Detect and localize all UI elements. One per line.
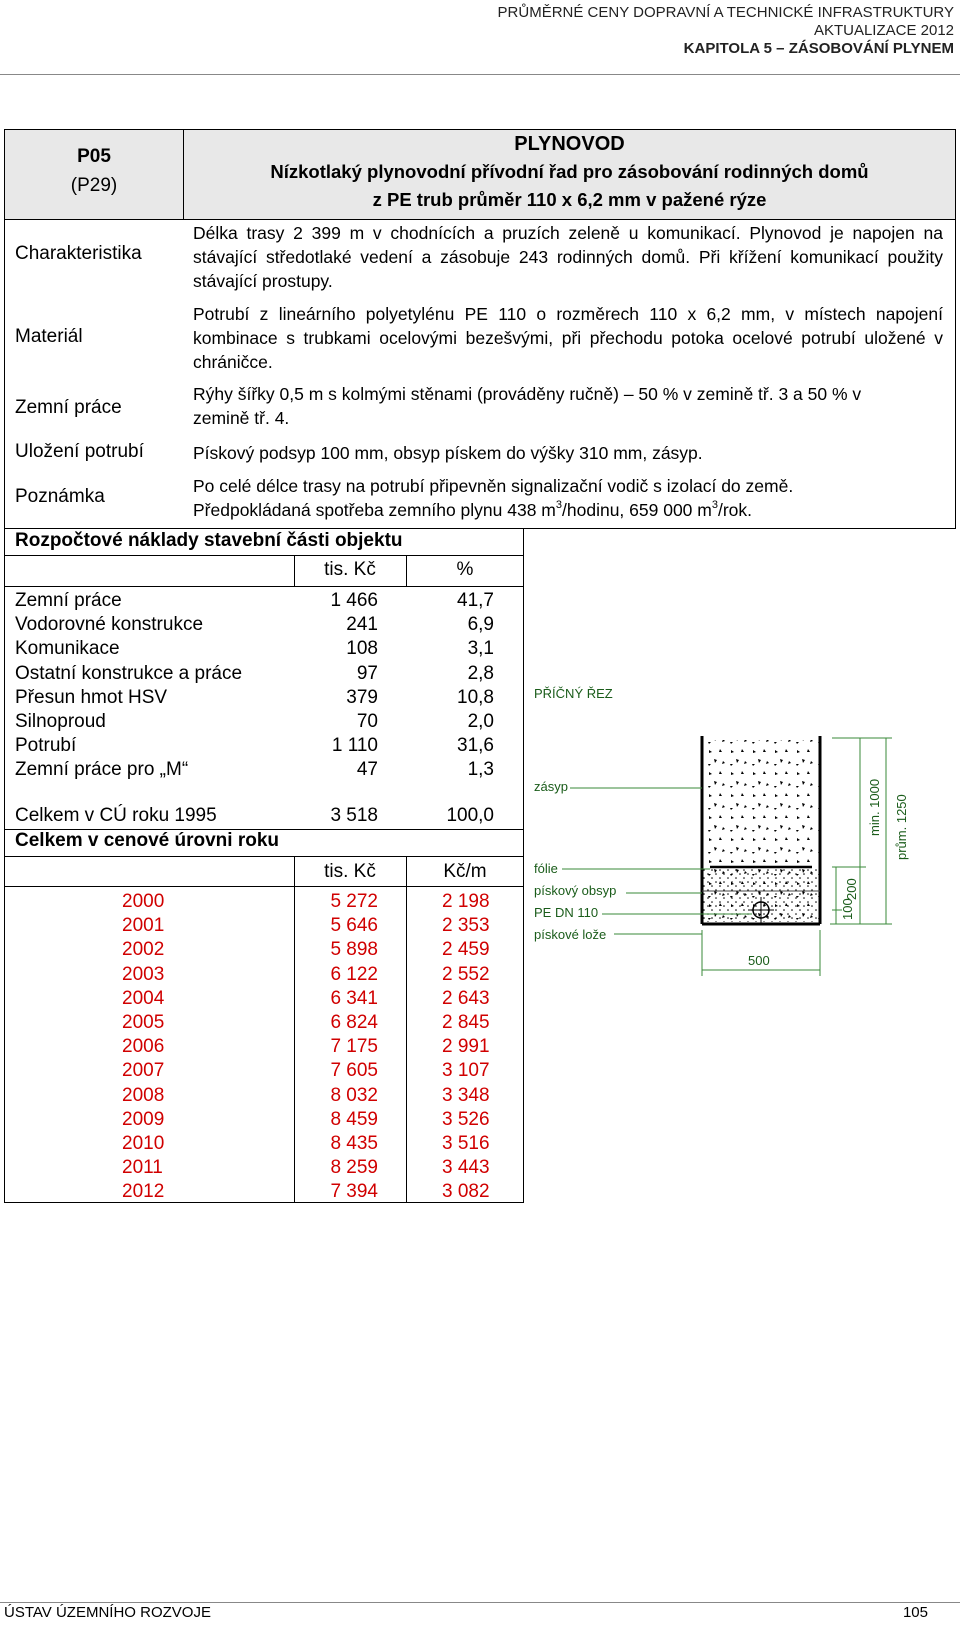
budget-item-name: Silnoproud (15, 711, 106, 732)
label-width: 500 (748, 953, 770, 968)
level-tis: 7 394 (330, 1181, 378, 1203)
header-rule (0, 74, 960, 75)
header-line-3: KAPITOLA 5 – ZÁSOBOVÁNÍ PLYNEM (683, 40, 954, 57)
row-text-zemni-prace: Rýhy šířky 0,5 m s kolmými stěnami (prováděny ručně) – 50 % v zemině tř. 3 a 50 % v zemině tř. 4. (193, 384, 862, 428)
levels-col-divider-2 (406, 856, 407, 1203)
budget-item-name: Ostatní konstrukce a práce (15, 662, 243, 684)
level-per-m: 2 643 (442, 987, 490, 1009)
level-year: 2010 (122, 1133, 165, 1154)
label-100: 100 (840, 898, 855, 920)
level-tis: 6 824 (330, 1012, 378, 1033)
level-per-m: 3 348 (442, 1084, 490, 1106)
budget-item-pct: 31,6 (457, 735, 494, 757)
budget-title: Rozpočtové náklady stavební části objektu (15, 530, 403, 551)
budget-item-pct: 2,0 (467, 711, 494, 732)
budget-item-tis: 108 (346, 638, 378, 660)
title-main: PLYNOVOD (514, 133, 625, 155)
level-tis: 6 341 (330, 987, 378, 1009)
level-tis: 6 122 (330, 963, 378, 985)
budget-item-tis: 97 (356, 662, 378, 684)
budget-item-name: Zemní práce (15, 590, 122, 611)
footer-left: ÚSTAV ÚZEMNÍHO ROZVOJE (4, 1604, 211, 1621)
level-year: 2003 (122, 963, 165, 985)
label-loze: pískové lože (534, 927, 607, 942)
budget-col-tis: tis. Kč (324, 559, 376, 580)
level-year: 2001 (122, 915, 165, 937)
label-prum: prům. 1250 (894, 794, 909, 860)
drawing-title: PŘÍČNÝ ŘEZ (534, 686, 613, 701)
level-year: 2000 (122, 891, 165, 912)
levels-title: Celkem v cenové úrovni roku (15, 830, 279, 851)
level-per-m: 2 845 (442, 1012, 490, 1033)
budget-item-pct: 1,3 (467, 759, 494, 781)
row-label-charakteristika: Charakteristika (15, 243, 142, 264)
budget-col-pct: % (456, 559, 474, 580)
budget-item-pct: 3,1 (467, 638, 494, 660)
budget-item-name: Komunikace (15, 638, 120, 660)
levels-col-divider-1 (294, 856, 295, 1203)
level-year: 2002 (122, 939, 165, 961)
row-label-material: Materiál (15, 326, 83, 347)
header-line-2: AKTUALIZACE 2012 (813, 22, 954, 39)
label-obsyp: pískový obsyp (534, 883, 617, 898)
level-per-m: 2 552 (442, 963, 490, 985)
budget-item-pct: 41,7 (457, 590, 494, 611)
level-tis: 7 605 (330, 1060, 378, 1082)
level-tis: 8 435 (330, 1133, 378, 1154)
budget-title-cell (4, 528, 524, 556)
footer-rule (0, 1602, 960, 1603)
level-per-m: 3 443 (442, 1157, 490, 1179)
object-code-alt: (P29) (70, 175, 118, 196)
code-cell (4, 129, 184, 220)
page-number: 105 (902, 1604, 928, 1621)
level-per-m: 3 107 (442, 1060, 490, 1082)
label-200: 200 (844, 878, 859, 900)
budget-item-name: Potrubí (15, 735, 77, 757)
level-year: 2007 (122, 1060, 165, 1082)
level-tis: 8 459 (330, 1108, 378, 1130)
label-zasyp: zásyp (534, 779, 568, 794)
cross-section-drawing (530, 680, 950, 1030)
budget-item-tis: 379 (346, 686, 378, 708)
level-year: 2004 (122, 987, 165, 1009)
level-tis: 5 646 (330, 915, 378, 937)
level-per-m: 2 459 (442, 939, 490, 961)
budget-item-pct: 2,8 (467, 662, 494, 684)
row-text-poznamka (193, 474, 943, 522)
level-tis: 8 032 (330, 1084, 378, 1106)
row-label-zemni-prace: Zemní práce (15, 397, 122, 418)
total-tis: 3 518 (330, 805, 378, 826)
level-per-m: 2 353 (442, 915, 490, 937)
label-folie: fólie (534, 861, 558, 876)
level-tis: 5 272 (330, 891, 378, 912)
page-header (498, 4, 954, 58)
total-label: Celkem v CÚ roku 1995 (15, 805, 217, 826)
level-year: 2008 (122, 1084, 165, 1106)
level-per-m: 3 516 (442, 1133, 490, 1154)
title-line-2: Nízkotlaký plynovodní přívodní řad pro zásobování rodinných domů (270, 161, 869, 182)
budget-item-name: Přesun hmot HSV (15, 686, 168, 708)
budget-item-pct: 6,9 (467, 614, 494, 636)
budget-item-tis: 70 (356, 711, 378, 732)
budget-item-tis: 241 (346, 614, 378, 636)
levels-title-rule (4, 856, 524, 857)
level-tis: 5 898 (330, 939, 378, 961)
note-line-1: Po celé délce trasy na potrubí připevněn signalizační vodič s izolací do země. (193, 476, 794, 496)
budget-item-tis: 1 466 (330, 590, 378, 611)
title-cell (183, 129, 956, 220)
levels-header-rule (4, 886, 524, 887)
level-year: 2011 (122, 1157, 163, 1179)
row-text-charakteristika: Délka trasy 2 399 m v chodnících a pruzích zeleně u komunikací. Plynovod je napojen na stávající středotlaké vedení a zásobuje 243 rodinných domů. Při křížení komunikací použity stávající prostupy. (193, 223, 943, 291)
budget-item-name: Vodorovné konstrukce (15, 614, 204, 636)
level-tis: 8 259 (330, 1157, 378, 1179)
row-label-ulozeni: Uložení potrubí (15, 441, 144, 462)
header-line-1: PRŮMĚRNÉ CENY DOPRAVNÍ A TECHNICKÉ INFRASTRUKTURY (497, 4, 954, 21)
level-per-m: 3 526 (442, 1108, 490, 1130)
level-per-m: 3 082 (442, 1181, 490, 1203)
budget-item-pct: 10,8 (457, 686, 494, 708)
level-year: 2009 (122, 1108, 165, 1130)
budget-item-name: Zemní práce pro „M“ (15, 759, 189, 781)
levels-col-tis: tis. Kč (324, 861, 376, 882)
object-code: P05 (77, 146, 111, 167)
row-text-ulozeni: Pískový podsyp 100 mm, obsyp pískem do výšky 310 mm, zásyp. (193, 443, 703, 463)
levels-col-perm: Kč/m (443, 861, 487, 882)
budget-item-tis: 1 110 (331, 735, 378, 757)
label-min: min. 1000 (867, 778, 882, 836)
row-label-poznamka: Poznámka (15, 486, 105, 507)
level-per-m: 2 198 (442, 891, 490, 912)
level-tis: 7 175 (330, 1036, 378, 1058)
row-text-material: Potrubí z lineárního polyetylénu PE 110 o rozměrech 110 x 6,2 mm, v místech napojení kombinace s trubkami ocelovými bezešvými, při přechodu potoka ocelové potrubí uložené v chráničce. (193, 304, 943, 372)
level-year: 2005 (122, 1012, 165, 1033)
label-pe: PE DN 110 (534, 905, 599, 920)
level-year: 2006 (122, 1036, 165, 1058)
budget-item-tis: 47 (356, 759, 378, 781)
budget-header-rule (4, 586, 524, 587)
level-per-m: 2 991 (442, 1036, 490, 1058)
total-pct: 100,0 (446, 805, 494, 826)
level-year: 2012 (122, 1181, 165, 1203)
note-line-2: Předpokládaná spotřeba zemního plynu 438 $m^3$/hodinu, 659 000 $m^3$/rok. (193, 499, 753, 520)
title-line-3: z PE trub průměr 110 x 6,2 mm v pažené rýze (372, 189, 767, 210)
